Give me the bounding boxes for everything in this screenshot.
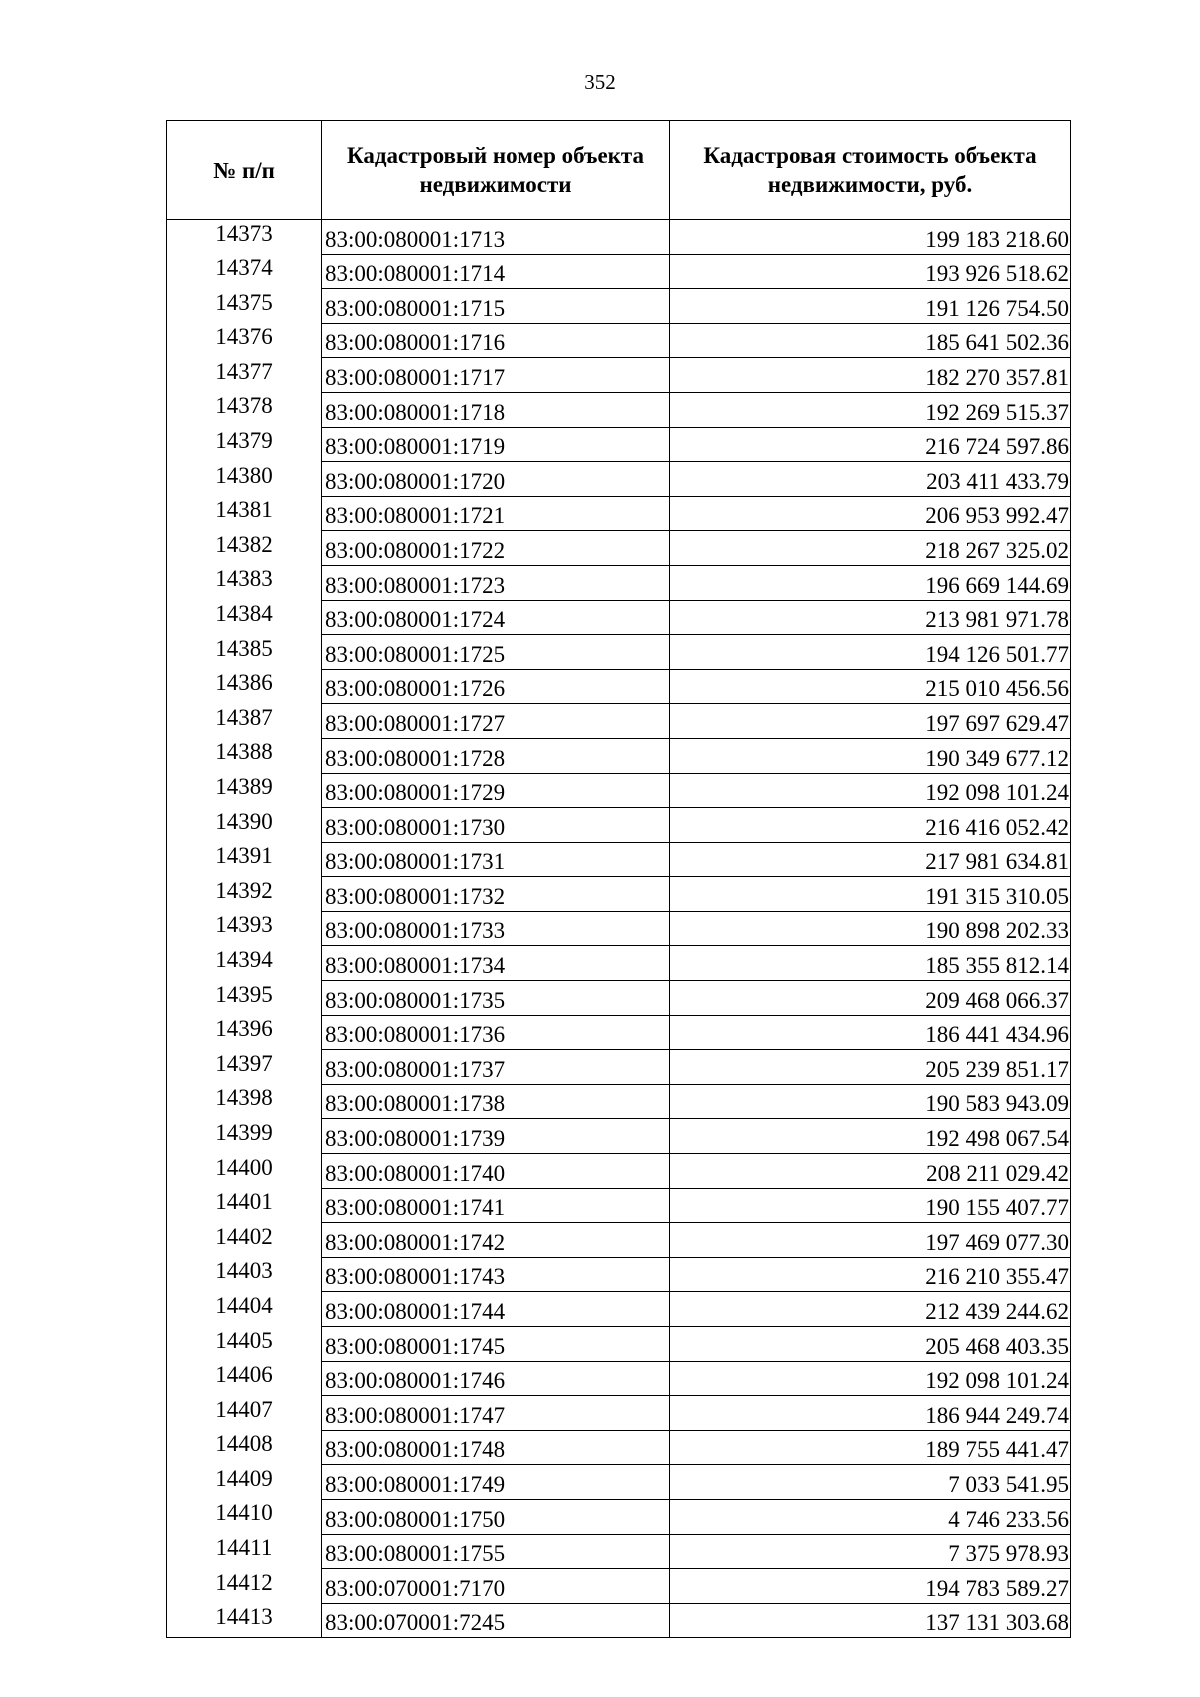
cadastral-value-cell: 190 583 943.09 — [670, 1084, 1071, 1119]
cadastral-value-cell: 185 355 812.14 — [670, 946, 1071, 981]
cadastral-value-cell: 190 349 677.12 — [670, 738, 1071, 773]
cadastral-value-cell: 7 375 978.93 — [670, 1534, 1071, 1569]
table-row — [167, 1188, 1071, 1223]
cadastral-value-cell: 197 469 077.30 — [670, 1223, 1071, 1258]
cadastral-number-cell: 83:00:080001:1739 — [322, 1119, 670, 1154]
row-number-cell: 14385 — [167, 635, 322, 670]
row-number-cell: 14390 — [167, 808, 322, 843]
row-number-cell: 14377 — [167, 358, 322, 393]
table-row — [167, 1534, 1071, 1569]
cadastral-number-cell: 83:00:080001:1724 — [322, 600, 670, 635]
cadastral-number-cell: 83:00:080001:1727 — [322, 704, 670, 739]
header-row — [167, 121, 1071, 220]
table-row — [167, 1396, 1071, 1431]
row-number-cell: 14396 — [167, 1015, 322, 1050]
cadastral-value-cell: 191 126 754.50 — [670, 289, 1071, 324]
cadastral-number-cell: 83:00:080001:1728 — [322, 738, 670, 773]
cadastral-number-cell: 83:00:080001:1746 — [322, 1361, 670, 1396]
cadastral-value-cell: 185 641 502.36 — [670, 323, 1071, 358]
cadastral-number-cell: 83:00:080001:1720 — [322, 462, 670, 497]
table-row — [167, 1569, 1071, 1604]
row-number-cell: 14407 — [167, 1396, 322, 1431]
cadastral-number-cell: 83:00:080001:1744 — [322, 1292, 670, 1327]
row-number-cell: 14402 — [167, 1223, 322, 1258]
cadastral-value-cell: 218 267 325.02 — [670, 531, 1071, 566]
table-row — [167, 358, 1071, 393]
cadastral-number-cell: 83:00:080001:1713 — [322, 220, 670, 255]
row-number-cell: 14408 — [167, 1430, 322, 1465]
cadastral-value-cell: 208 211 029.42 — [670, 1154, 1071, 1189]
cadastral-value-cell: 197 697 629.47 — [670, 704, 1071, 739]
table-row — [167, 1015, 1071, 1050]
row-number-cell: 14381 — [167, 496, 322, 531]
cadastral-number-cell: 83:00:080001:1733 — [322, 911, 670, 946]
table-row — [167, 462, 1071, 497]
cadastral-value-cell: 186 944 249.74 — [670, 1396, 1071, 1431]
cadastral-number-cell: 83:00:080001:1726 — [322, 669, 670, 704]
cadastral-number-cell: 83:00:080001:1719 — [322, 427, 670, 462]
cadastral-number-cell: 83:00:080001:1750 — [322, 1499, 670, 1534]
cadastral-number-cell: 83:00:080001:1734 — [322, 946, 670, 981]
row-number-cell: 14388 — [167, 738, 322, 773]
cadastral-number-cell: 83:00:080001:1716 — [322, 323, 670, 358]
cadastral-value-cell: 186 441 434.96 — [670, 1015, 1071, 1050]
cadastral-number-cell: 83:00:070001:7170 — [322, 1569, 670, 1604]
header-cadastral-number: Кадастровый номер объекта недвижимости — [322, 121, 670, 220]
table-row — [167, 877, 1071, 912]
cadastral-value-cell: 137 131 303.68 — [670, 1603, 1071, 1638]
table-row — [167, 1499, 1071, 1534]
cadastral-number-cell: 83:00:080001:1749 — [322, 1465, 670, 1500]
row-number-cell: 14383 — [167, 565, 322, 600]
cadastral-number-cell: 83:00:080001:1732 — [322, 877, 670, 912]
cadastral-value-cell: 216 210 355.47 — [670, 1257, 1071, 1292]
cadastral-number-cell: 83:00:080001:1723 — [322, 565, 670, 600]
cadastral-number-cell: 83:00:080001:1737 — [322, 1050, 670, 1085]
cadastral-number-cell: 83:00:080001:1714 — [322, 254, 670, 289]
table-row — [167, 427, 1071, 462]
cadastral-number-cell: 83:00:080001:1725 — [322, 635, 670, 670]
cadastral-number-cell: 83:00:070001:7245 — [322, 1603, 670, 1638]
table-body — [167, 220, 1071, 1638]
table-row — [167, 323, 1071, 358]
table-row — [167, 1430, 1071, 1465]
cadastral-value-cell: 206 953 992.47 — [670, 496, 1071, 531]
row-number-cell: 14389 — [167, 773, 322, 808]
table-row — [167, 704, 1071, 739]
cadastral-value-cell: 192 498 067.54 — [670, 1119, 1071, 1154]
table-row — [167, 981, 1071, 1016]
cadastral-value-cell: 215 010 456.56 — [670, 669, 1071, 704]
row-number-cell: 14406 — [167, 1361, 322, 1396]
row-number-cell: 14391 — [167, 842, 322, 877]
table-row — [167, 1257, 1071, 1292]
row-number-cell: 14373 — [167, 220, 322, 255]
table-row — [167, 808, 1071, 843]
table-row — [167, 1084, 1071, 1119]
cadastral-value-cell: 192 269 515.37 — [670, 392, 1071, 427]
row-number-cell: 14375 — [167, 289, 322, 324]
table-row — [167, 600, 1071, 635]
cadastral-value-cell: 191 315 310.05 — [670, 877, 1071, 912]
cadastral-number-cell: 83:00:080001:1718 — [322, 392, 670, 427]
table-row — [167, 1292, 1071, 1327]
cadastral-number-cell: 83:00:080001:1742 — [322, 1223, 670, 1258]
cadastral-value-cell: 217 981 634.81 — [670, 842, 1071, 877]
cadastral-number-cell: 83:00:080001:1736 — [322, 1015, 670, 1050]
cadastral-number-cell: 83:00:080001:1721 — [322, 496, 670, 531]
table-row — [167, 1223, 1071, 1258]
page-number: 352 — [584, 70, 616, 94]
table-row — [167, 392, 1071, 427]
cadastral-value-table — [166, 120, 1071, 1638]
cadastral-value-cell: 196 669 144.69 — [670, 565, 1071, 600]
row-number-cell: 14411 — [167, 1534, 322, 1569]
table-row — [167, 1327, 1071, 1362]
cadastral-number-cell: 83:00:080001:1715 — [322, 289, 670, 324]
table-row — [167, 254, 1071, 289]
row-number-cell: 14403 — [167, 1257, 322, 1292]
table-row — [167, 1603, 1071, 1638]
cadastral-value-cell: 205 239 851.17 — [670, 1050, 1071, 1085]
table-row — [167, 1465, 1071, 1500]
row-number-cell: 14386 — [167, 669, 322, 704]
table-row — [167, 946, 1071, 981]
cadastral-value-cell: 205 468 403.35 — [670, 1327, 1071, 1362]
cadastral-value-cell: 199 183 218.60 — [670, 220, 1071, 255]
table-row — [167, 220, 1071, 255]
table-header — [167, 121, 1071, 220]
table-row — [167, 773, 1071, 808]
cadastral-number-cell: 83:00:080001:1722 — [322, 531, 670, 566]
cadastral-value-cell: 203 411 433.79 — [670, 462, 1071, 497]
row-number-cell: 14380 — [167, 462, 322, 497]
table-row — [167, 1154, 1071, 1189]
cadastral-number-cell: 83:00:080001:1735 — [322, 981, 670, 1016]
cadastral-value-cell: 194 126 501.77 — [670, 635, 1071, 670]
row-number-cell: 14395 — [167, 981, 322, 1016]
table-row — [167, 635, 1071, 670]
cadastral-value-cell: 213 981 971.78 — [670, 600, 1071, 635]
cadastral-value-cell: 190 898 202.33 — [670, 911, 1071, 946]
row-number-cell: 14394 — [167, 946, 322, 981]
table-row — [167, 842, 1071, 877]
cadastral-number-cell: 83:00:080001:1745 — [322, 1327, 670, 1362]
cadastral-number-cell: 83:00:080001:1740 — [322, 1154, 670, 1189]
row-number-cell: 14405 — [167, 1327, 322, 1362]
cadastral-number-cell: 83:00:080001:1741 — [322, 1188, 670, 1223]
cadastral-number-cell: 83:00:080001:1729 — [322, 773, 670, 808]
table-row — [167, 289, 1071, 324]
cadastral-value-cell: 189 755 441.47 — [670, 1430, 1071, 1465]
row-number-cell: 14387 — [167, 704, 322, 739]
cadastral-value-cell: 190 155 407.77 — [670, 1188, 1071, 1223]
cadastral-value-cell: 194 783 589.27 — [670, 1569, 1071, 1604]
row-number-cell: 14378 — [167, 392, 322, 427]
row-number-cell: 14413 — [167, 1603, 322, 1638]
row-number-cell: 14376 — [167, 323, 322, 358]
cadastral-number-cell: 83:00:080001:1747 — [322, 1396, 670, 1431]
cadastral-number-cell: 83:00:080001:1731 — [322, 842, 670, 877]
row-number-cell: 14397 — [167, 1050, 322, 1085]
row-number-cell: 14401 — [167, 1188, 322, 1223]
row-number-cell: 14374 — [167, 254, 322, 289]
cadastral-value-cell: 216 416 052.42 — [670, 808, 1071, 843]
cadastral-number-cell: 83:00:080001:1730 — [322, 808, 670, 843]
table-row — [167, 738, 1071, 773]
cadastral-value-cell: 193 926 518.62 — [670, 254, 1071, 289]
table-row — [167, 496, 1071, 531]
table-row — [167, 1361, 1071, 1396]
table-row — [167, 911, 1071, 946]
cadastral-number-cell: 83:00:080001:1743 — [322, 1257, 670, 1292]
row-number-cell: 14392 — [167, 877, 322, 912]
header-cadastral-value: Кадастровая стоимость объекта недвижимости, руб. — [670, 121, 1071, 220]
row-number-cell: 14384 — [167, 600, 322, 635]
row-number-cell: 14409 — [167, 1465, 322, 1500]
row-number-cell: 14398 — [167, 1084, 322, 1119]
row-number-cell: 14382 — [167, 531, 322, 566]
cadastral-number-cell: 83:00:080001:1717 — [322, 358, 670, 393]
row-number-cell: 14399 — [167, 1119, 322, 1154]
cadastral-value-cell: 7 033 541.95 — [670, 1465, 1071, 1500]
cadastral-value-cell: 209 468 066.37 — [670, 981, 1071, 1016]
cadastral-value-cell: 216 724 597.86 — [670, 427, 1071, 462]
table-row — [167, 531, 1071, 566]
row-number-cell: 14410 — [167, 1499, 322, 1534]
table-row — [167, 1050, 1071, 1085]
row-number-cell: 14379 — [167, 427, 322, 462]
table-row — [167, 669, 1071, 704]
table-row — [167, 565, 1071, 600]
cadastral-value-cell: 192 098 101.24 — [670, 1361, 1071, 1396]
cadastral-value-cell: 4 746 233.56 — [670, 1499, 1071, 1534]
row-number-cell: 14404 — [167, 1292, 322, 1327]
row-number-cell: 14400 — [167, 1154, 322, 1189]
header-row-number: № п/п — [167, 121, 322, 220]
cadastral-value-cell: 212 439 244.62 — [670, 1292, 1071, 1327]
cadastral-number-cell: 83:00:080001:1748 — [322, 1430, 670, 1465]
cadastral-value-cell: 192 098 101.24 — [670, 773, 1071, 808]
row-number-cell: 14393 — [167, 911, 322, 946]
row-number-cell: 14412 — [167, 1569, 322, 1604]
table-row — [167, 1119, 1071, 1154]
cadastral-number-cell: 83:00:080001:1755 — [322, 1534, 670, 1569]
cadastral-value-cell: 182 270 357.81 — [670, 358, 1071, 393]
cadastral-number-cell: 83:00:080001:1738 — [322, 1084, 670, 1119]
